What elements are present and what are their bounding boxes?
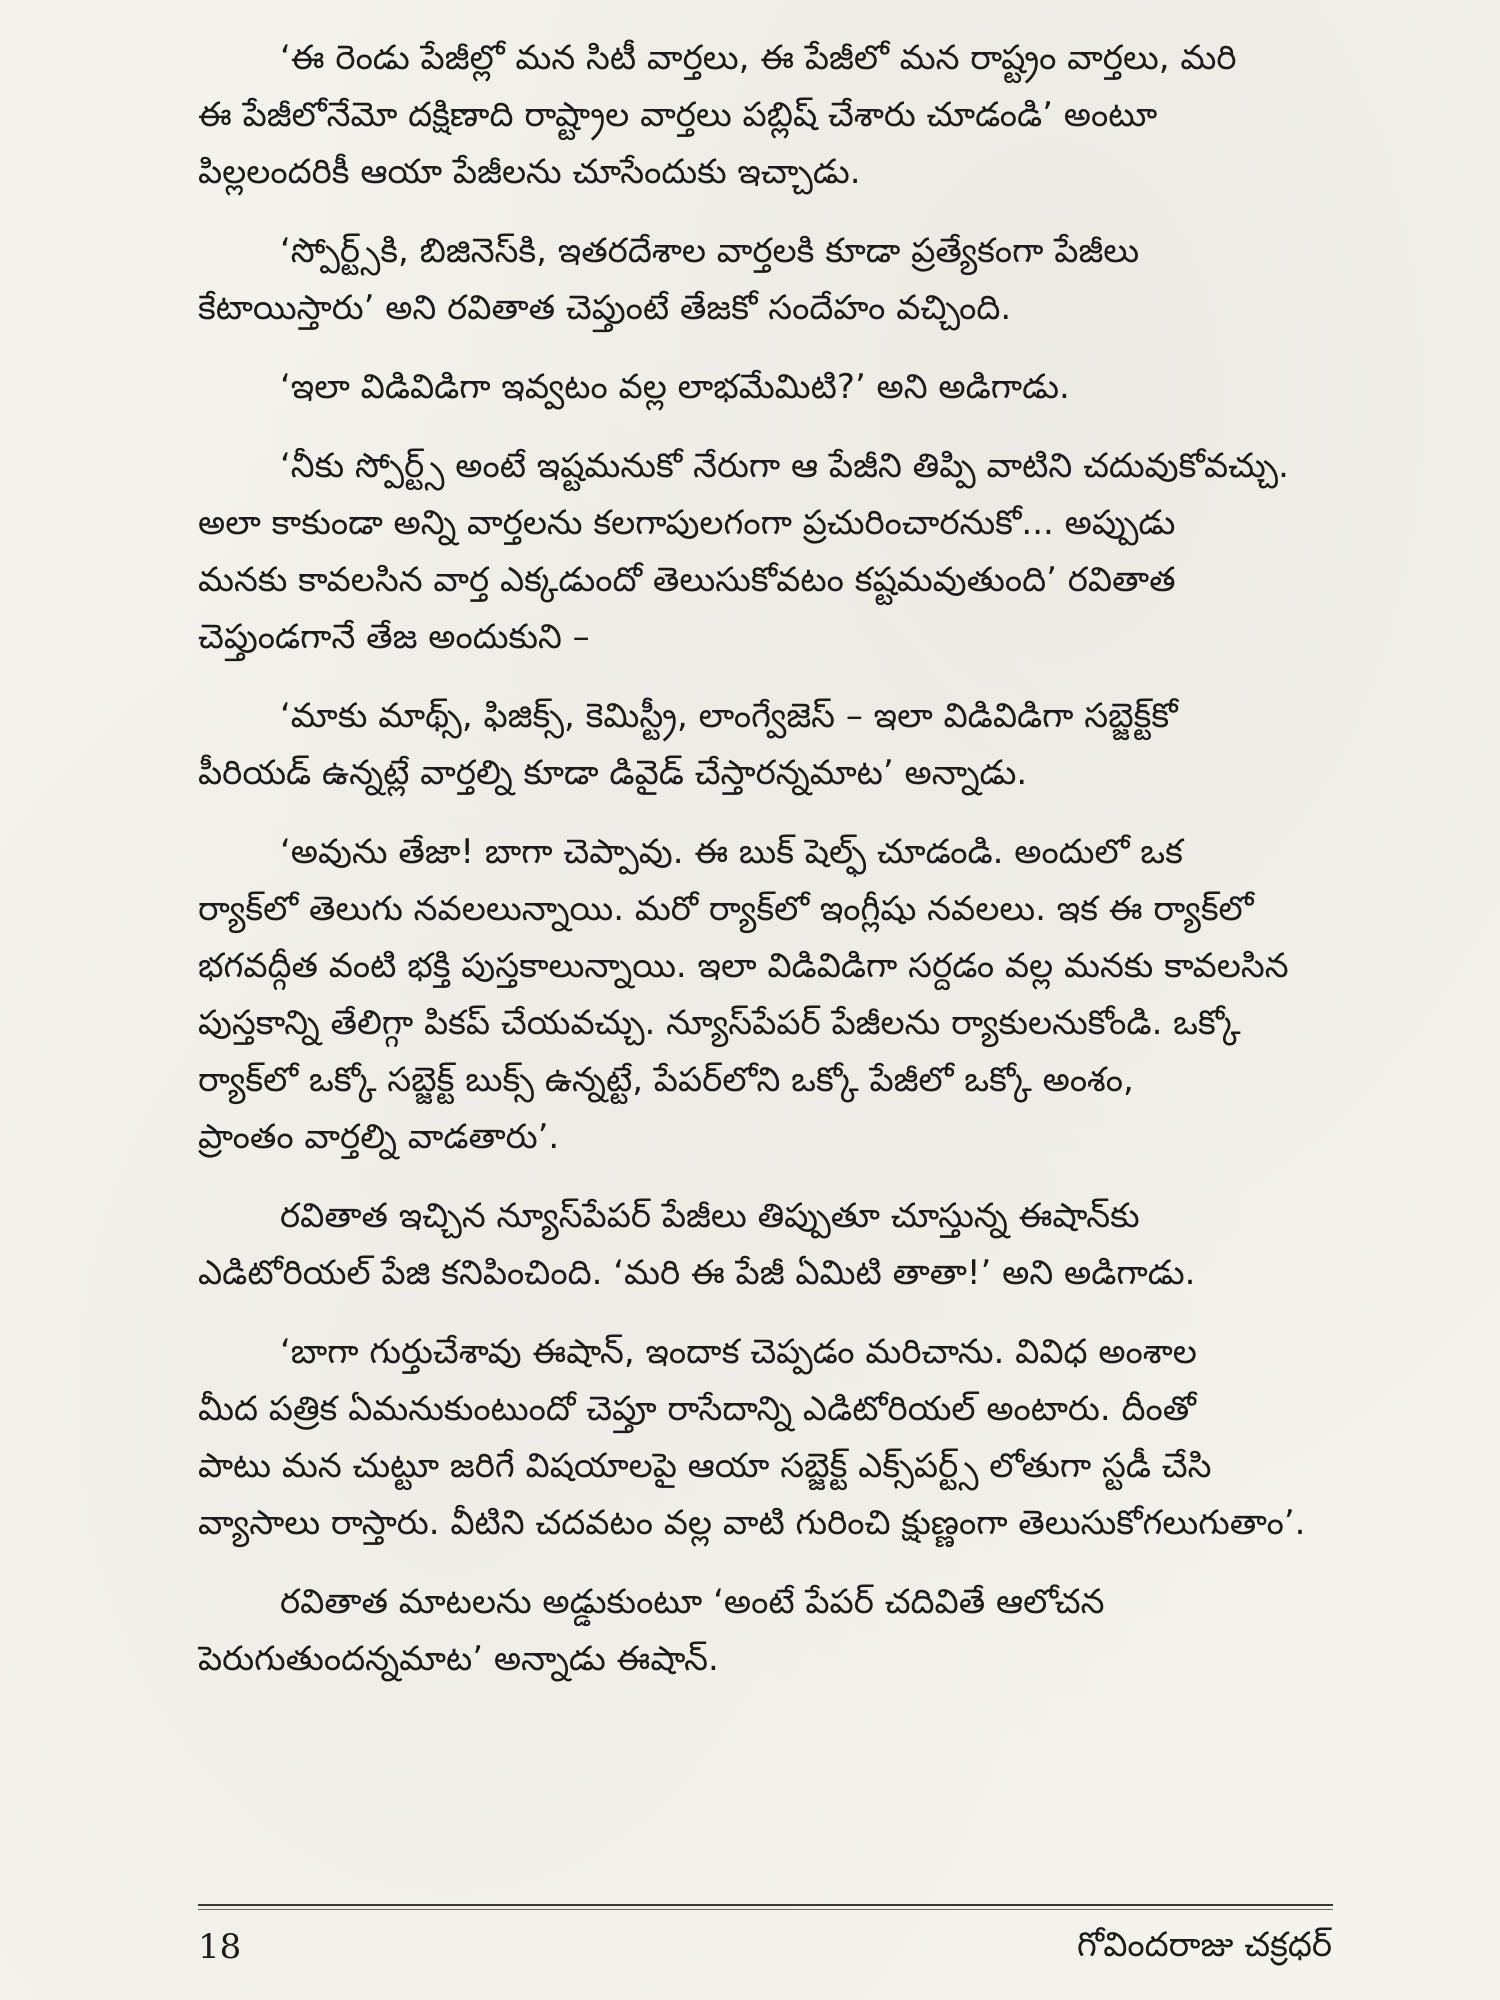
text-line: పీరియడ్ ఉన్నట్లే వార్తల్ని కూడా డివైడ్ చేస్తారన్నమాట’ అన్నాడు.	[198, 753, 1028, 793]
paragraph-3	[198, 359, 1333, 416]
paragraph-8	[198, 1324, 1333, 1552]
page-number: 18	[198, 1927, 242, 1967]
text-line: పిల్లలందరికీ ఆయా పేజీలను చూసేందుకు ఇచ్చాడు.	[198, 152, 861, 192]
text-line: రవితాత మాటలను అడ్డుకుంటూ ‘అంటే పేపర్ చదివితే ఆలోచన	[280, 1582, 1105, 1622]
author-name: గోవిందరాజు చక్రధర్	[1077, 1925, 1332, 1965]
body-text	[198, 30, 1333, 1710]
paragraph-5	[198, 688, 1333, 802]
text-line: ‘బాగా గుర్తుచేశావు ఈషాన్, ఇందాక చెప్పడం మరిచాను. వివిధ అంశాల	[280, 1332, 1197, 1372]
text-line: భగవద్గీత వంటి భక్తి పుస్తకాలున్నాయి. ఇలా విడివిడిగా సర్దడం వల్ల మనకు కావలసిన	[198, 946, 1289, 986]
text-line: రవితాత ఇచ్చిన న్యూస్‌పేపర్ పేజీలు తిప్పుతూ చూస్తున్న ఈషాన్‌కు	[280, 1196, 1140, 1236]
paragraph-1	[198, 30, 1333, 201]
text-line: ఎడిటోరియల్ పేజి కనిపించింది. ‘మరి ఈ పేజీ ఏమిటి తాతా!’ అని అడిగాడు.	[198, 1253, 1196, 1293]
text-line: ఈ పేజీలోనేమో దక్షిణాది రాష్ట్రాల వార్తలు పబ్లిష్ చేశారు చూడండి’ అంటూ	[198, 95, 1158, 135]
text-line: ర్యాక్‌లో తెలుగు నవలలున్నాయి. మరో ర్యాక్‌లో ఇంగ్లీషు నవలలు. ఇక ఈ ర్యాక్‌లో	[198, 889, 1254, 929]
text-line: పెరుగుతుందన్నమాట’ అన్నాడు ఈషాన్.	[198, 1639, 719, 1679]
paragraph-2	[198, 223, 1333, 337]
text-line: మీద పత్రిక ఏమనుకుంటుందో చెప్తూ రాసేదాన్ని ఎడిటోరియల్ అంటారు. దీంతో	[198, 1389, 1196, 1429]
paragraph-9	[198, 1574, 1333, 1688]
text-line: పుస్తకాన్ని తేలిగ్గా పికప్ చేయవచ్చు. న్యూస్‌పేపర్ పేజీలను ర్యాకులనుకోండి. ఒక్కో	[198, 1003, 1241, 1043]
text-line: ‘నీకు స్పోర్ట్స్ అంటే ఇష్టమనుకో నేరుగా ఆ పేజీని తిప్పి వాటిని చదువుకోవచ్చు.	[280, 446, 1289, 486]
text-line: చెప్తుండగానే తేజ అందుకుని –	[198, 617, 590, 657]
text-line: అలా కాకుండా అన్ని వార్తలను కలగాపులగంగా ప్రచురించారనుకో... అప్పుడు	[198, 503, 1176, 543]
text-line: ‘స్పోర్ట్స్‌కి, బిజినెస్‌కి, ఇతరదేశాల వార్తలకి కూడా ప్రత్యేకంగా పేజీలు	[280, 231, 1140, 271]
text-line: ‘అవును తేజా! బాగా చెప్పావు. ఈ బుక్ షెల్ఫ్ చూడండి. అందులో ఒక	[280, 832, 1183, 872]
text-line: కేటాయిస్తారు’ అని రవితాత చెప్తుంటే తేజకో సందేహం వచ్చింది.	[198, 288, 1012, 328]
text-line: ‘మాకు మాథ్స్, ఫిజిక్స్, కెమిస్ట్రీ, లాంగ్వేజెస్ – ఇలా విడివిడిగా సబ్జెక్ట్‌కో	[280, 696, 1178, 736]
paragraph-7	[198, 1188, 1333, 1302]
paragraph-6	[198, 824, 1333, 1166]
paragraph-4	[198, 438, 1333, 666]
text-line: పాటు మన చుట్టూ జరిగే విషయాలపై ఆయా సబ్జెక్ట్ ఎక్స్‌పర్ట్స్ లోతుగా స్టడీ చేసి	[198, 1446, 1212, 1486]
text-line: ‘ఇలా విడివిడిగా ఇవ్వటం వల్ల లాభమేమిటి?’ అని అడిగాడు.	[280, 367, 1070, 407]
text-line: ర్యాక్‌లో ఒక్కో సబ్జెక్ట్ బుక్స్ ఉన్నట్టే, పేపర్‌లోని ఒక్కో పేజీలో ఒక్కో అంశం,	[198, 1060, 1134, 1100]
text-line: మనకు కావలసిన వార్త ఎక్కడుందో తెలుసుకోవటం కష్టమవుతుంది’ రవితాత	[198, 560, 1176, 600]
footer-divider	[198, 1904, 1333, 1906]
text-line: ప్రాంతం వార్తల్ని వాడతారు’.	[198, 1117, 560, 1157]
footer-divider-thin	[198, 1909, 1333, 1910]
text-line: వ్యాసాలు రాస్తారు. వీటిని చదవటం వల్ల వాటి గురించి క్షుణ్ణంగా తెలుసుకోగలుగుతాం’.	[198, 1503, 1306, 1543]
text-line: ‘ఈ రెండు పేజీల్లో మన సిటీ వార్తలు, ఈ పేజీలో మన రాష్ట్రం వార్తలు, మరి	[280, 38, 1237, 78]
